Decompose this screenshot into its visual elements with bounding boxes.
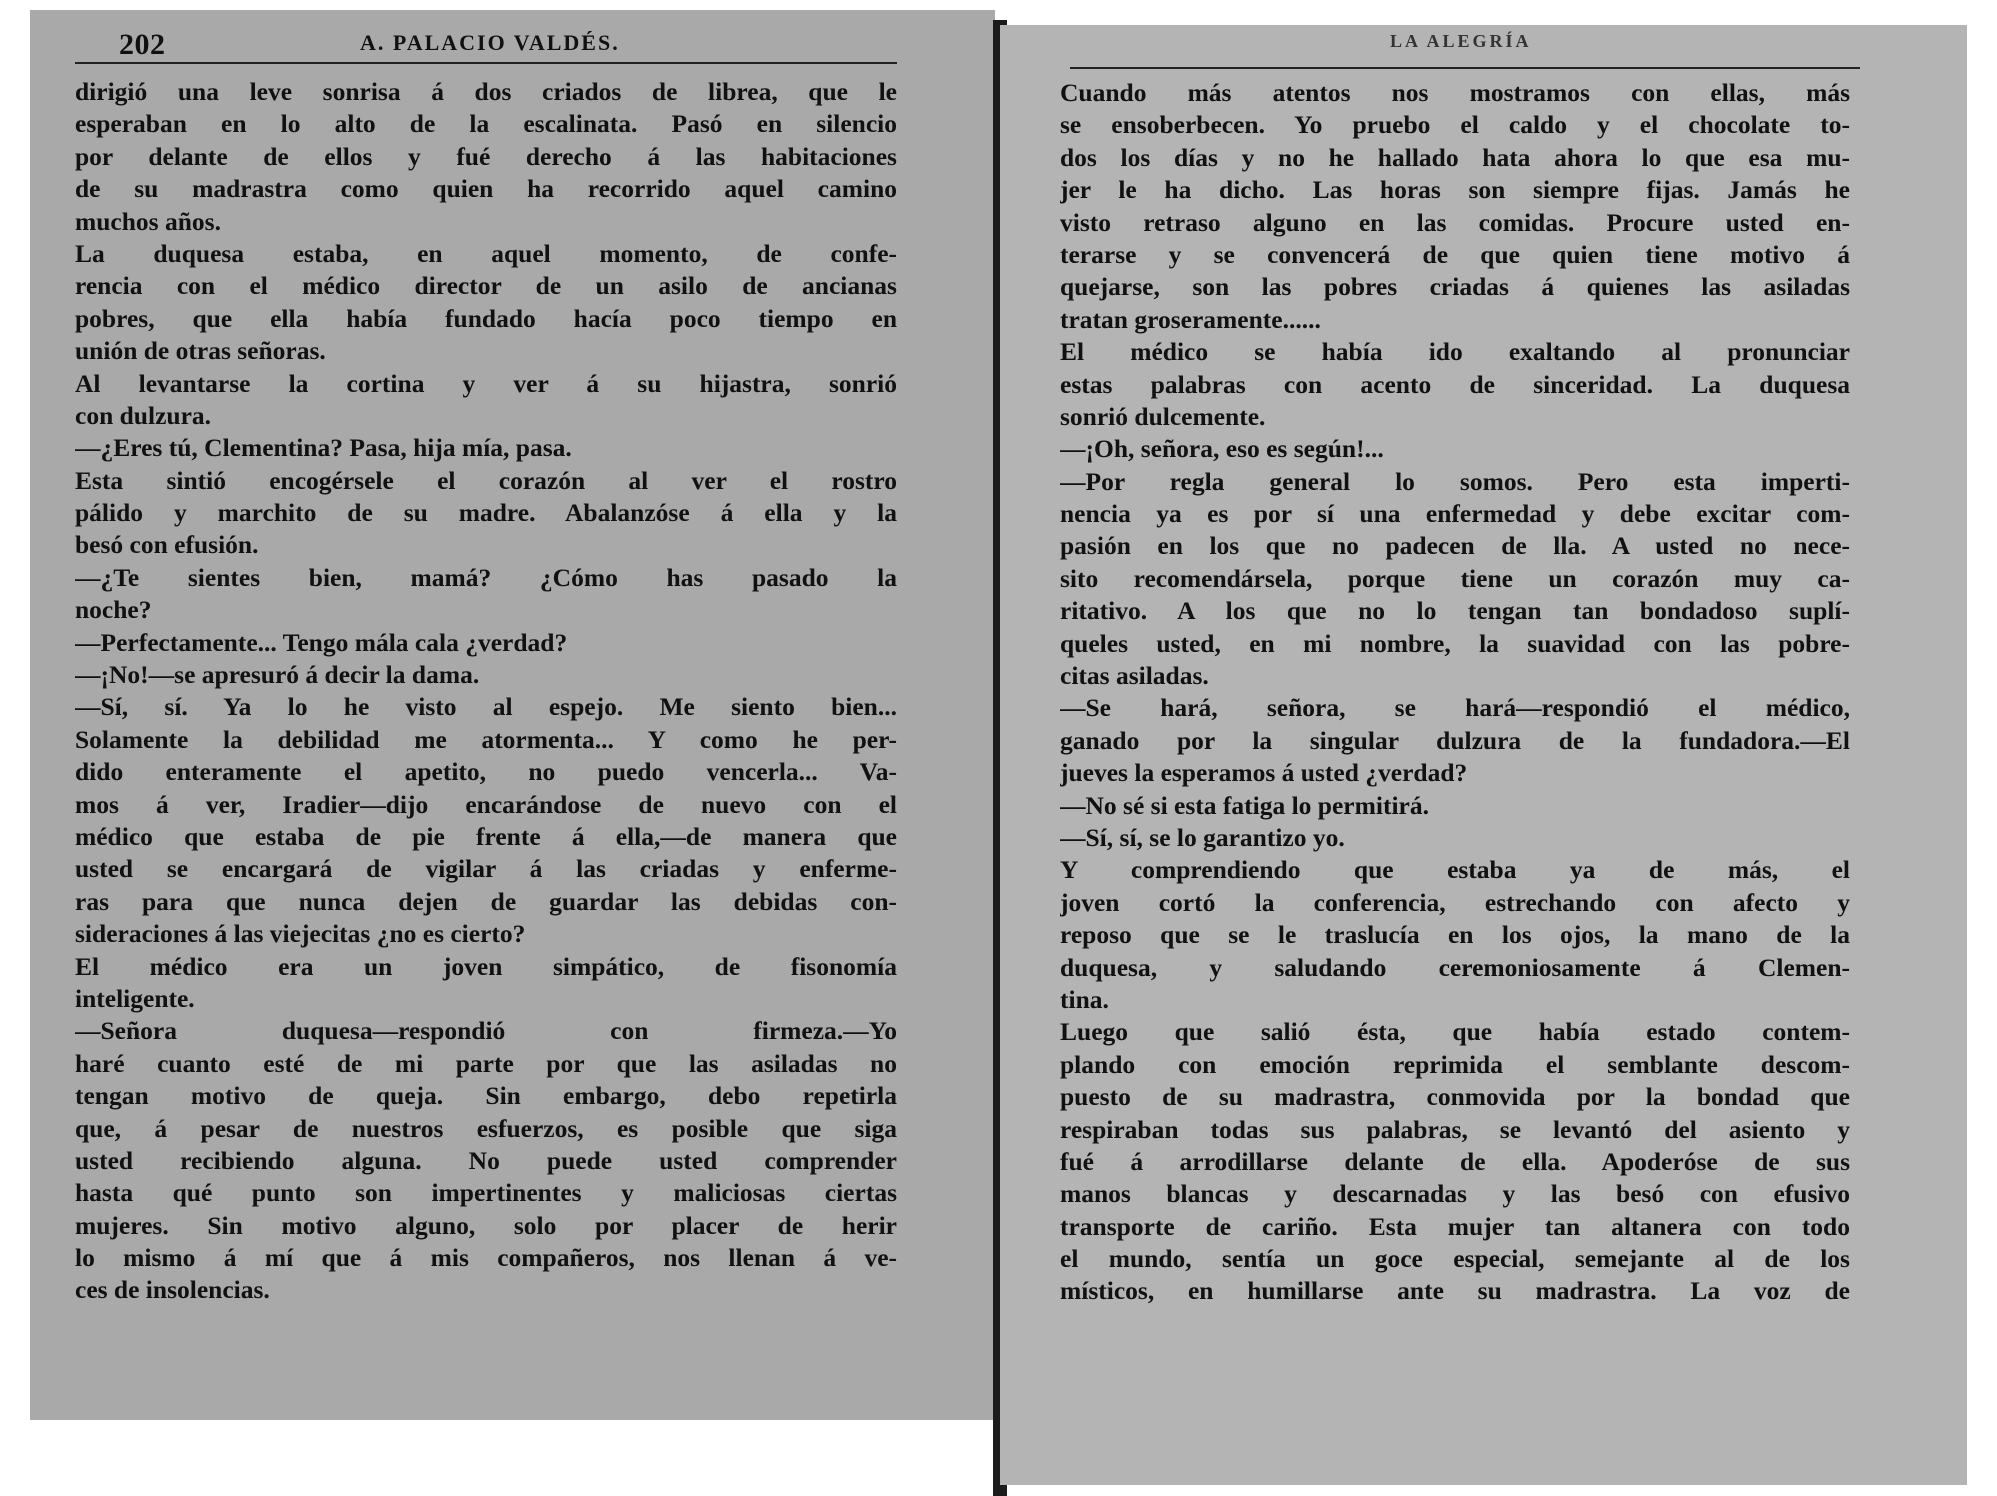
- text-line: hasta qué punto son impertinentes y maliciosas ciertas: [75, 1178, 897, 1208]
- text-line: usted recibiendo alguna. No puede usted comprender: [75, 1145, 897, 1175]
- text-line: El médico se había ido exaltando al pronunciar: [1060, 337, 1850, 367]
- page-number: 202: [119, 28, 166, 61]
- text-line: el mundo, sentía un goce especial, semejante al de los: [1060, 1244, 1850, 1274]
- right-page-text: [1060, 77, 1850, 1308]
- text-line: —¡Oh, señora, eso es según!...: [1060, 434, 1384, 464]
- text-line: dos los días y no he hallado hata ahora lo que esa mu-: [1060, 142, 1850, 172]
- text-line: mujeres. Sin motivo alguno, solo por placer de herir: [75, 1210, 897, 1240]
- text-line: —Por regla general lo somos. Pero esta imperti-: [1060, 466, 1850, 496]
- text-line: esperaban en lo alto de la escalinata. Pasó en silencio: [75, 109, 897, 139]
- left-page-text: [75, 76, 897, 1307]
- text-line: —¿Te sientes bien, mamá? ¿Cómo has pasado la: [75, 562, 897, 592]
- text-line: joven cortó la conferencia, estrechando con afecto y: [1060, 887, 1850, 917]
- text-line: citas asiladas.: [1060, 661, 1209, 691]
- text-line: —Perfectamente... Tengo mála cala ¿verdad?: [75, 627, 568, 657]
- text-line: —Señora duquesa—respondió con firmeza.—Yo: [75, 1016, 897, 1046]
- text-line: ras para que nunca dejen de guardar las debidas con-: [75, 886, 897, 916]
- text-line: —Se hará, señora, se hará—respondió el médico,: [1060, 693, 1850, 723]
- text-line: puesto de su madrastra, conmovida por la bondad que: [1060, 1082, 1850, 1112]
- text-line: ces de insolencias.: [75, 1275, 270, 1305]
- text-line: —Sí, sí, se lo garantizo yo.: [1060, 822, 1345, 852]
- running-head-title: A. PALACIO VALDÉS.: [360, 30, 620, 55]
- text-line: respiraban todas sus palabras, se levantó del asiento y: [1060, 1114, 1850, 1144]
- text-line: El médico era un joven simpático, de fisonomía: [75, 951, 897, 981]
- text-line: —¿Eres tú, Clementina? Pasa, hija mía, pasa.: [75, 433, 572, 463]
- text-line: Solamente la debilidad me atormenta... Y como he per-: [75, 724, 897, 754]
- text-line: Y comprendiendo que estaba ya de más, el: [1060, 855, 1850, 885]
- text-line: jueves la esperamos á usted ¿verdad?: [1060, 758, 1468, 788]
- text-line: —No sé si esta fatiga lo permitirá.: [1060, 790, 1429, 820]
- right-running-head: [1070, 27, 1860, 69]
- text-line: tina.: [1060, 984, 1109, 1014]
- text-line: sideraciones á las viejecitas ¿no es cierto?: [75, 919, 526, 949]
- text-line: jer le ha dicho. Las horas son siempre fijas. Jamás he: [1060, 175, 1850, 205]
- left-page: [30, 10, 995, 1420]
- text-line: de su madrastra como quien ha recorrido aquel camino: [75, 174, 897, 204]
- text-line: dirigió una leve sonrisa á dos criados de librea, que le: [75, 77, 897, 106]
- text-line: plando con emoción reprimida el semblante descom-: [1060, 1049, 1850, 1079]
- text-line: Luego que salió ésta, que había estado contem-: [1060, 1017, 1850, 1047]
- text-line: tratan groseramente......: [1060, 304, 1321, 334]
- text-line: sito recomendársela, porque tiene un corazón muy ca-: [1060, 563, 1850, 593]
- text-line: inteligente.: [75, 983, 195, 1013]
- text-line: lo mismo á mí que á mis compañeros, nos llenan á ve-: [75, 1243, 897, 1273]
- text-line: médico que estaba de pie frente á ella,—de manera que: [75, 821, 897, 851]
- text-line: besó con efusión.: [75, 530, 259, 560]
- text-line: místicos, en humillarse ante su madrastra. La voz de: [1060, 1276, 1850, 1306]
- text-line: visto retraso alguno en las comidas. Procure usted en-: [1060, 207, 1850, 237]
- text-line: se ensoberbecen. Yo pruebo el caldo y el chocolate to-: [1060, 110, 1850, 140]
- text-line: usted se encargará de vigilar á las criadas y enferme-: [75, 854, 897, 884]
- running-head-title-right: LA ALEGRÍA: [1390, 31, 1532, 51]
- text-line: fué á arrodillarse delante de ella. Apoderóse de sus: [1060, 1146, 1850, 1176]
- text-line: estas palabras con acento de sinceridad. La duquesa: [1060, 369, 1850, 399]
- text-line: —Sí, sí. Ya lo he visto al espejo. Me siento bien...: [75, 692, 897, 722]
- text-line: ganado por la singular dulzura de la fundadora.—El: [1060, 725, 1850, 755]
- right-page: [1000, 25, 1967, 1485]
- text-line: pálido y marchito de su madre. Abalanzóse á ella y la: [75, 498, 897, 528]
- text-line: nencia ya es por sí una enfermedad y debe excitar com-: [1060, 499, 1850, 529]
- text-line: noche?: [75, 595, 152, 625]
- text-line: por delante de ellos y fué derecho á las habitaciones: [75, 141, 897, 171]
- text-line: reposo que se le traslucía en los ojos, la mano de la: [1060, 920, 1850, 950]
- text-line: sonrió dulcemente.: [1060, 401, 1266, 431]
- text-line: —¡No!—se apresuró á decir la dama.: [75, 660, 480, 690]
- text-line: Esta sintió encogérsele el corazón al ver el rostro: [75, 465, 897, 495]
- text-line: haré cuanto esté de mi parte por que las asiladas no: [75, 1048, 897, 1078]
- text-line: Cuando más atentos nos mostramos con ellas, más: [1060, 78, 1850, 107]
- text-line: Al levantarse la cortina y ver á su hijastra, sonrió: [75, 368, 897, 398]
- text-line: La duquesa estaba, en aquel momento, de confe-: [75, 238, 897, 268]
- text-line: manos blancas y descarnadas y las besó con efusivo: [1060, 1179, 1850, 1209]
- text-line: tengan motivo de queja. Sin embargo, debo repetirla: [75, 1081, 897, 1111]
- text-line: duquesa, y saludando ceremoniosamente á Clemen-: [1060, 952, 1850, 982]
- text-line: quejarse, son las pobres criadas á quienes las asiladas: [1060, 272, 1850, 302]
- text-line: pobres, que ella había fundado hacía poco tiempo en: [75, 303, 897, 333]
- text-line: queles usted, en mi nombre, la suavidad con las pobre-: [1060, 628, 1850, 658]
- text-line: transporte de cariño. Esta mujer tan altanera con todo: [1060, 1211, 1850, 1241]
- text-line: unión de otras señoras.: [75, 336, 326, 366]
- text-line: rencia con el médico director de un asilo de ancianas: [75, 271, 897, 301]
- left-running-head: [75, 22, 897, 64]
- text-line: muchos años.: [75, 206, 221, 236]
- text-line: mos á ver, Iradier—dijo encarándose de nuevo con el: [75, 789, 897, 819]
- text-line: con dulzura.: [75, 400, 212, 430]
- text-line: pasión en los que no padecen de lla. A usted no nece-: [1060, 531, 1850, 561]
- text-line: dido enteramente el apetito, no puedo vencerla... Va-: [75, 757, 897, 787]
- text-line: que, á pesar de nuestros esfuerzos, es posible que siga: [75, 1113, 897, 1143]
- text-line: ritativo. A los que no lo tengan tan bondadoso suplí-: [1060, 596, 1850, 626]
- text-line: terarse y se convencerá de que quien tiene motivo á: [1060, 239, 1850, 269]
